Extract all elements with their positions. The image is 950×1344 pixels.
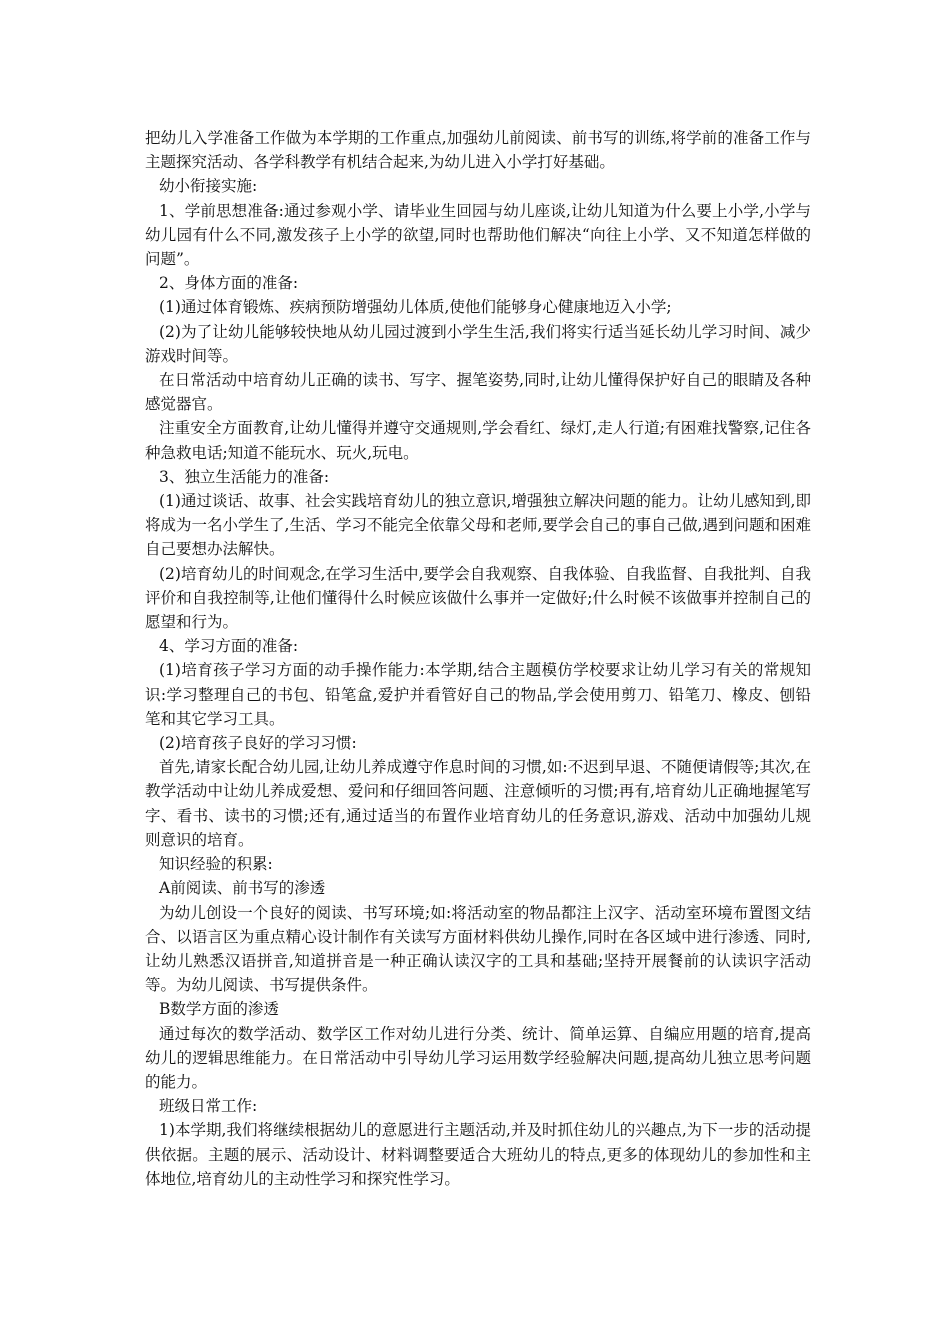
paragraph: 首先,请家长配合幼儿园,让幼儿养成遵守作息时间的习惯,如:不迟到早退、不随便请假等;其次,在教学活动中让幼儿养成爱想、爱问和仔细回答问题、注意倾听的习惯;再有,培育幼儿正确地握笔写字、看书、读书的习惯;还有,通过适当的布置作业培育幼儿的任务意识,游戏、活动中加强幼儿规则意识的培育。 (145, 758, 811, 849)
subheading-reading-writing: A前阅读、前书写的渗透 (159, 879, 326, 898)
subheading-independence: 3、独立生活能力的准备: (159, 467, 330, 486)
subheading-math: B数学方面的渗透 (159, 1000, 279, 1019)
paragraph: 为幼儿创设一个良好的阅读、书写环境;如:将活动室的物品都注上汉字、活动室环境布置图文结合、以语言区为重点精心设计制作有关读写方面材料供幼儿操作,同时在各区域中进行渗透、同时,让幼儿熟悉汉语拼音,知道拼音是一种正确认读汉字的工具和基础;坚持开展餐前的认读识字活动等。为幼儿阅读、书写提供条件。 (145, 903, 811, 995)
subheading-study: 4、学习方面的准备: (159, 637, 299, 656)
list-item: (1)培育孩子学习方面的动手操作能力:本学期,结合主题模仿学校要求让幼儿学习有关的常规知识:学习整理自己的书包、铅笔盒,爱护并看管好自己的物品,学会使用剪刀、铅笔刀、橡皮、刨铅笔和其它学习工具。 (145, 661, 811, 728)
paragraph: 把幼儿入学准备工作做为本学期的工作重点,加强幼儿前阅读、前书写的训练,将学前的准备工作与主题探究活动、各学科教学有机结合起来,为幼儿进入小学打好基础。 (145, 129, 811, 172)
section-heading-class-work: 班级日常工作: (159, 1097, 258, 1116)
section-heading-transition: 幼小衔接实施: (159, 177, 258, 196)
list-item: (1)通过体育锻炼、疾病预防增强幼儿体质,使他们能够身心健康地迈入小学; (159, 298, 672, 317)
document-body (145, 126, 811, 1191)
paragraph: 注重安全方面教育,让幼儿懂得并遵守交通规则,学会看红、绿灯,走人行道;有困难找警察,记住各种急救电话;知道不能玩水、玩火,玩电。 (145, 419, 811, 462)
paragraph: 1、学前思想准备:通过参观小学、请毕业生回园与幼儿座谈,让幼儿知道为什么要上小学,小学与幼儿园有什么不同,激发孩子上小学的欲望,同时也帮助他们解决“向往上小学、又不知道怎样做的问题”。 (145, 201, 811, 269)
list-item: (2)培育孩子良好的学习习惯: (159, 734, 357, 753)
paragraph: 1)本学期,我们将继续根据幼儿的意愿进行主题活动,并及时抓住幼儿的兴趣点,为下一步的活动提供依据。主题的展示、活动设计、材料调整要适合大班幼儿的特点,更多的体现幼儿的参加性和主体地位,培育幼儿的主动性学习和探究性学习。 (145, 1121, 811, 1188)
section-heading-knowledge: 知识经验的积累: (159, 855, 273, 874)
list-item: (2)为了让幼儿能够较快地从幼儿园过渡到小学生生活,我们将实行适当延长幼儿学习时间、减少游戏时间等。 (145, 322, 811, 365)
paragraph: 在日常活动中培育幼儿正确的读书、写字、握笔姿势,同时,让幼儿懂得保护好自己的眼睛及各种感觉器官。 (145, 371, 811, 414)
list-item: (1)通过谈话、故事、社会实践培育幼儿的独立意识,增强独立解决问题的能力。让幼儿感知到,即将成为一名小学生了,生活、学习不能完全依靠父母和老师,要学会自己的事自己做,遇到问题和困难自己要想办法解快。 (145, 492, 811, 559)
paragraph: 通过每次的数学活动、数学区工作对幼儿进行分类、统计、简单运算、自编应用题的培育,提高幼儿的逻辑思维能力。在日常活动中引导幼儿学习运用数学经验解决问题,提高幼儿独立思考问题的能力。 (145, 1024, 811, 1091)
list-item: (2)培育幼儿的时间观念,在学习生活中,要学会自我观察、自我体验、自我监督、自我批判、自我评价和自我控制等,让他们懂得什么时候应该做什么事并一定做好;什么时候不该做事并控制自己的愿望和行为。 (145, 564, 811, 632)
subheading-physical: 2、身体方面的准备: (159, 274, 299, 293)
